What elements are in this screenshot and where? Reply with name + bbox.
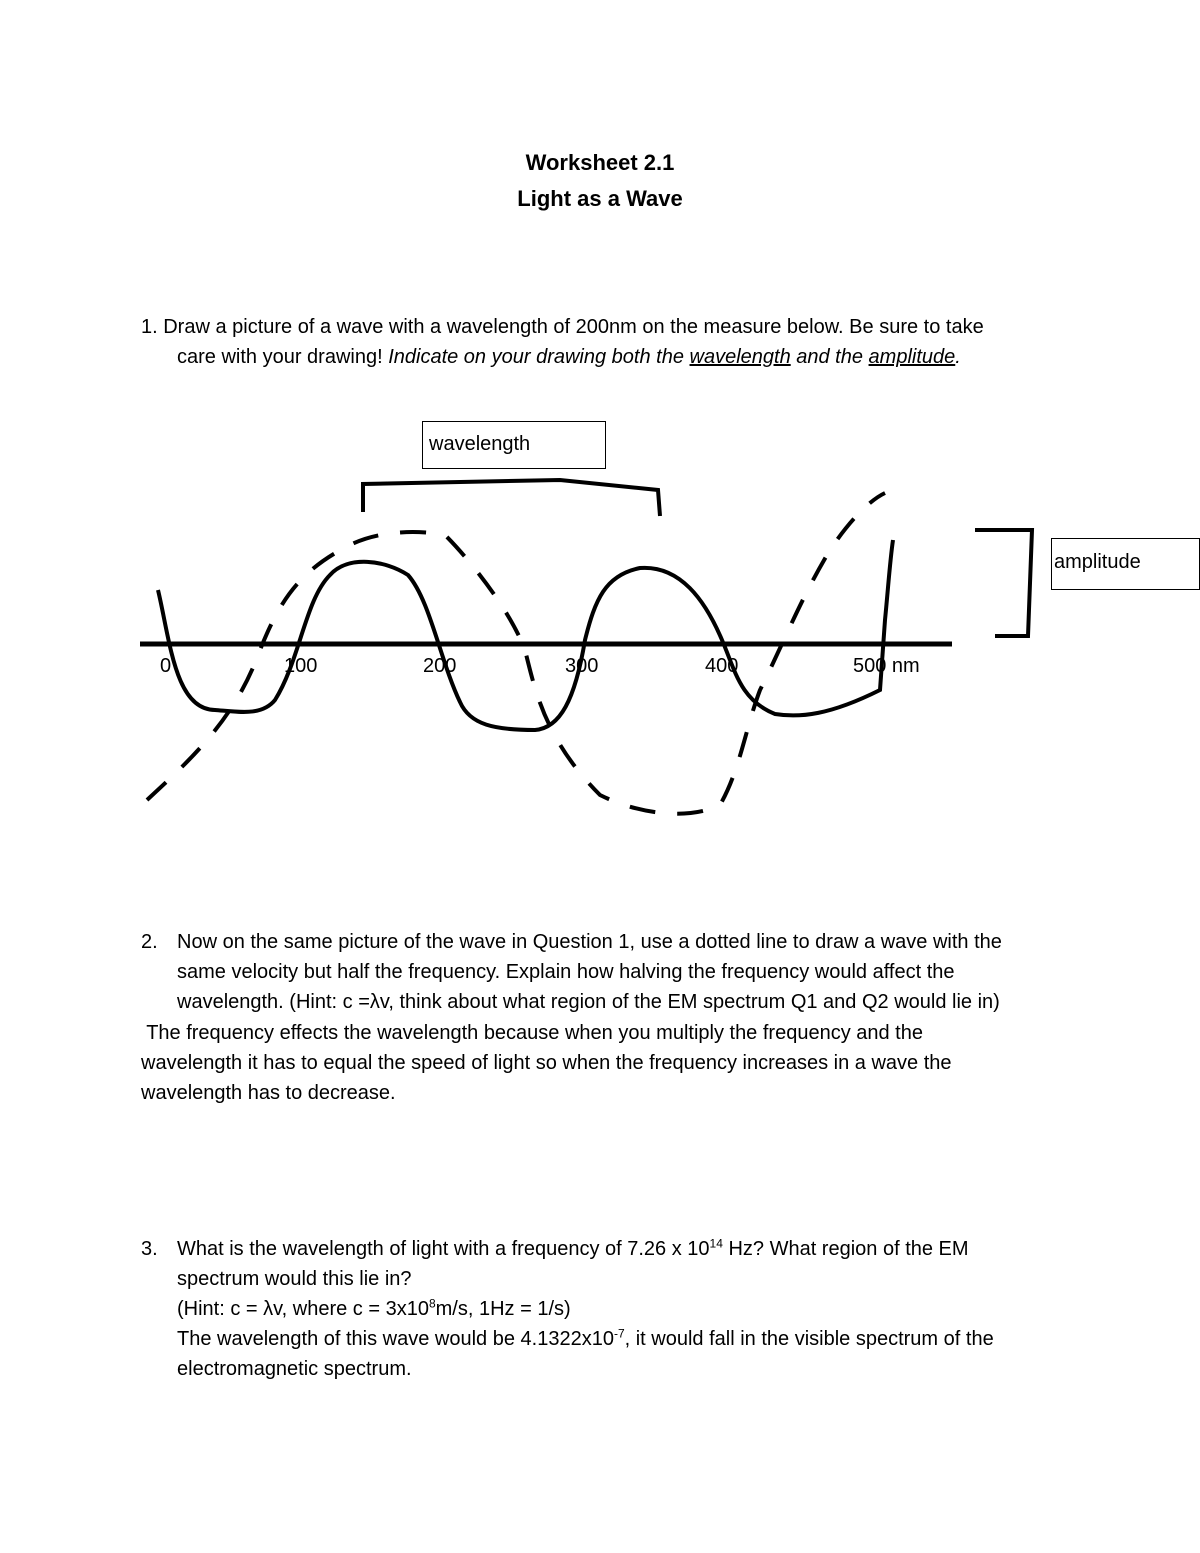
q3-line2: spectrum would this lie in? (177, 1268, 412, 1290)
q3-line1-a: What is the wavelength of light with a frequency of 7.26 x 10 (177, 1238, 710, 1260)
worksheet-subtitle: Light as a Wave (517, 186, 683, 211)
q3-line1-sup: 14 (709, 1236, 723, 1251)
tick-label-500-nm: 500 nm (853, 655, 920, 677)
q1-underline-amplitude: amplitude (868, 346, 956, 368)
q1-line2-plain: care with your drawing! (177, 346, 389, 368)
q2-answer-line1: The frequency effects the wavelength because when you multiply the frequency and the (141, 1022, 923, 1044)
q1-line2-italic-a: Indicate on your drawing both the (388, 346, 690, 368)
dashed-wave (147, 493, 885, 814)
wavelength-bracket (363, 480, 660, 516)
q2-number: 2. (141, 931, 158, 953)
q2-prompt (141, 927, 1101, 1017)
amplitude-label-box: amplitude (1051, 538, 1200, 590)
q1-line2-end: . (955, 346, 961, 368)
q3-prompt (141, 1234, 1101, 1384)
q3-line3 (177, 1294, 1101, 1324)
q3-number: 3. (141, 1238, 158, 1260)
tick-label-0: 0 (160, 655, 172, 677)
q2-answer-line2: wavelength it has to equal the speed of light so when the frequency increases in a wave the (141, 1052, 952, 1074)
q3-line3-sup: 8 (428, 1296, 436, 1311)
wavelength-label-box: wavelength (422, 421, 606, 469)
q3-line1 (177, 1234, 1101, 1264)
q1-line2-italic-b: and the (790, 346, 869, 368)
q3-answer-line1 (177, 1324, 1101, 1354)
worksheet-title: Worksheet 2.1 (525, 150, 675, 175)
tick-label-200: 200 (423, 655, 457, 677)
q3-answer-b: , it would fall in the visible spectrum of the (624, 1328, 994, 1350)
q1-line1: 1. Draw a picture of a wave with a wavelength of 200nm on the measure below. Be sure to take (141, 316, 984, 338)
q2-answer (141, 1018, 1101, 1108)
q3-line3-a: (Hint: c = λv, where c = 3x10 (177, 1298, 429, 1320)
q3-answer-line2: electromagnetic spectrum. (177, 1358, 412, 1380)
q3-answer-sup: -7 (613, 1326, 625, 1341)
q1-underline-wavelength: wavelength (689, 346, 791, 368)
tick-label-300: 300 (565, 655, 599, 677)
tick-label-400: 400 (705, 655, 739, 677)
q2-line2: same velocity but half the frequency. Explain how halving the frequency would affect the (177, 961, 955, 983)
q3-line3-b: m/s, 1Hz = 1/s) (435, 1298, 571, 1320)
tick-label-100: 100 (284, 655, 318, 677)
q3-line1-b: Hz? What region of the EM (722, 1238, 969, 1260)
q2-line3: wavelength. (Hint: c =λv, think about what region of the EM spectrum Q1 and Q2 would lie in) (177, 991, 1000, 1013)
q2-line1: Now on the same picture of the wave in Question 1, use a dotted line to draw a wave with the (177, 931, 1002, 953)
amplitude-bracket (975, 530, 1032, 636)
q3-answer-a: The wavelength of this wave would be 4.1322x10 (177, 1328, 614, 1350)
q2-answer-line3: wavelength has to decrease. (141, 1082, 396, 1104)
